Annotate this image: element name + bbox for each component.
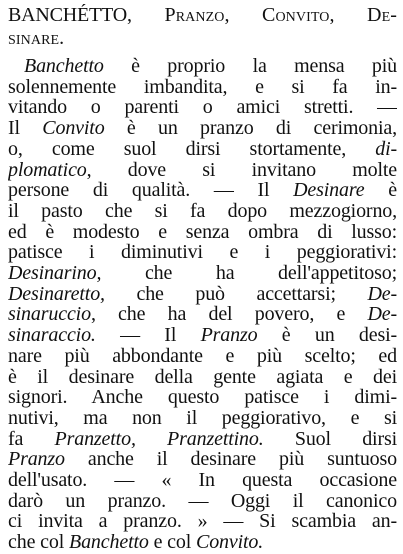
definition-line (8, 510, 397, 533)
italic-term: sinaraccio. (8, 324, 96, 347)
text-run: è il desinare della gente agiata e dei (8, 365, 397, 388)
text-run: e col (148, 531, 196, 554)
text-run: è proprio la mensa più (103, 55, 397, 77)
text-run: che ha dell'appetitoso; (101, 262, 397, 284)
text-run: signori. Anche questo patisce i dimi- (8, 386, 397, 409)
text-run: ed è modesto e senza ombra di lusso: (8, 220, 397, 243)
italic-term: De- (367, 303, 397, 326)
definition-line (8, 490, 397, 513)
text-run: nare più abbondante e più scelto; ed (8, 344, 397, 367)
definition-line (8, 159, 397, 182)
italic-term: Banchetto (69, 531, 149, 554)
text-run: che col (8, 531, 69, 554)
italic-term: Pranzetto, Pranzettino. (54, 427, 264, 450)
text-run: nutivi, ma non il peggiorativo, e si (8, 406, 397, 429)
definition-line (8, 241, 397, 264)
entry-synonyms: , Pranzo, Convito, De- (126, 4, 397, 26)
italic-term: sinaruccio (8, 303, 91, 326)
italic-term: Banchetto (24, 55, 104, 77)
definition-line (8, 469, 397, 492)
definition-line (8, 283, 397, 306)
italic-term: Convito (42, 117, 105, 140)
text-run: anche il desinare più suntuoso (64, 448, 397, 471)
entry-synonyms-continued: sinare. (8, 27, 65, 49)
definition-line (8, 221, 397, 244)
text-run: fa (8, 427, 55, 450)
text-run: è (364, 179, 397, 202)
definition-line (8, 345, 397, 368)
italic-term: Desinaretto, (8, 282, 105, 305)
definition-line (8, 138, 397, 161)
text-run: solennemente imbandita, e si fa in- (8, 75, 397, 98)
text-run: è un desi- (257, 324, 397, 347)
italic-term: Desinare (293, 179, 365, 202)
italic-term: Convito. (196, 531, 264, 554)
definition-line (8, 407, 397, 430)
definition-line (8, 324, 397, 347)
text-run: , che ha del povero, e (90, 303, 368, 326)
text-run: Il (8, 117, 43, 140)
italic-term: Pranzo (200, 324, 258, 347)
italic-term: plomatico (8, 158, 87, 181)
entry-headword: BANCHÉTTO (8, 4, 127, 26)
text-run: persone di qualità. — Il (8, 179, 294, 202)
text-run: il pasto che si fa dopo mezzogiorno, (8, 199, 397, 222)
text-run: darò un pranzo. — Oggi il canonico (8, 489, 397, 512)
entry-heading-line-2 (8, 27, 397, 50)
text-run: ci invita a pranzo. » — Si scambia an- (8, 510, 397, 533)
italic-term: De- (367, 282, 397, 305)
definition-line (8, 179, 397, 202)
definition-line (8, 117, 397, 140)
definition-line (8, 96, 397, 119)
definition-line (8, 448, 397, 471)
text-run: , dove si invitano molte (86, 158, 397, 181)
italic-term: Pranzo (8, 448, 65, 471)
definition-line (8, 386, 397, 409)
text-run: o, come suol dirsi stortamente, (8, 137, 376, 160)
text-run: patisce i diminutivi e i peggiorativi: (8, 241, 397, 264)
definition-line (24, 55, 397, 78)
text-run: Suol dirsi (263, 427, 397, 450)
definition-line (8, 262, 397, 285)
italic-term: di- (375, 137, 397, 160)
definition-line (8, 366, 397, 389)
definition-line (8, 428, 397, 451)
text-run: è un pranzo di cerimonia, (104, 117, 397, 140)
text-run: — Il (95, 324, 201, 347)
italic-term: Desinarino, (8, 262, 102, 284)
definition-line (8, 200, 397, 223)
text-run: che può accettarsi; (104, 282, 368, 305)
definition-line (8, 76, 397, 99)
text-run: dell'usato. — « In questa occasione (8, 469, 397, 491)
text-run: vitando o parenti o amici stretti. — (8, 96, 397, 119)
entry-heading-line-1 (8, 4, 397, 27)
definition-line (8, 303, 397, 326)
